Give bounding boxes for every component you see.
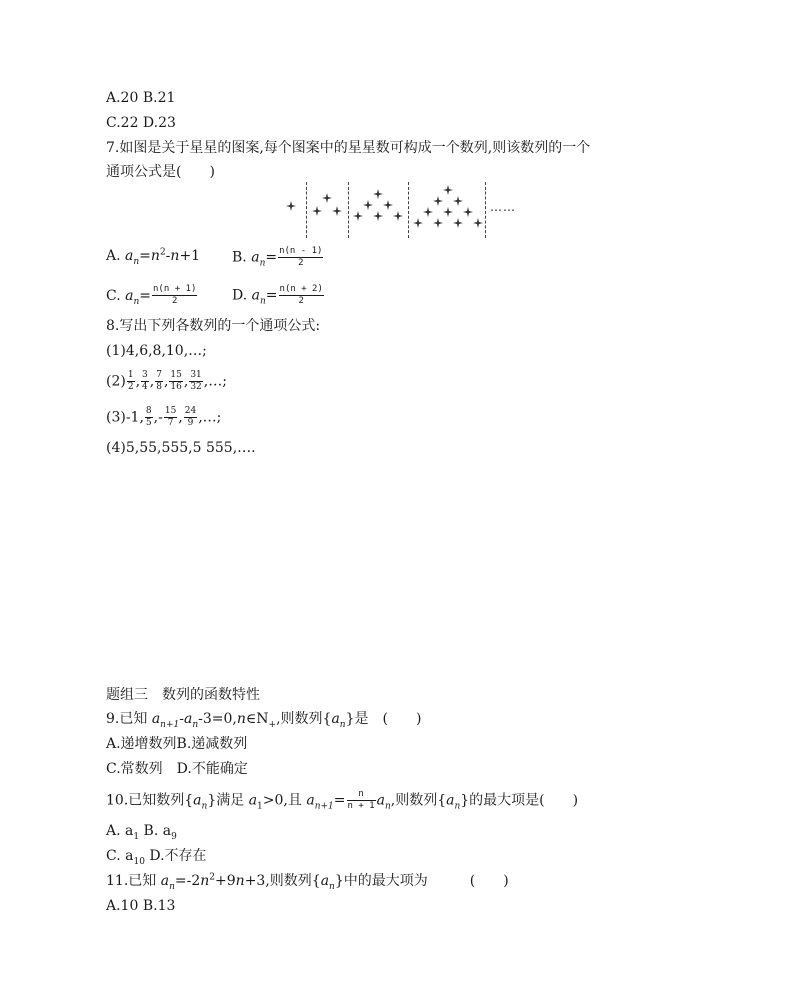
q7-option-a: A. $a_n=n^2-n+1$: [106, 247, 201, 267]
star-icon: [473, 218, 483, 228]
q11-stem: 11.已知 $a_n=-2n^2+9n+3$,则数列$\{a_n\}$中的最大项为 ( ): [106, 872, 509, 892]
star-icon: [393, 211, 403, 221]
q8-part2: (2) $\frac{1}{2}$ , $\frac{3}{4}$ , $\frac{7}{8}$ , $\frac{15}{16}$ , $\frac{31}{32}$ ,…;: [106, 370, 227, 392]
q7-option-c: C. $a_n=$ $\frac{n(n + 1)}{2}$: [106, 284, 197, 307]
pattern-divider: [348, 182, 349, 238]
q10-stem: 10.已知数列$\{a_n\}$满足 $a_1>0$,且 $a_{n+1}=$ $\frac{n}{n + 1}$ $a_n$,则数列$\{a_n\}$的最大项是( ): [106, 789, 579, 812]
star-icon: [363, 200, 373, 210]
q7-option-d: D. $a_n=$ $\frac{n(n + 2)}{2}$: [232, 284, 323, 307]
q8-part1: (1)4,6,8,10,…;: [106, 343, 207, 359]
star-icon: [453, 218, 463, 228]
q9-options-ab: A.递增数列B.递减数列: [106, 736, 248, 752]
q8-part4: (4)5,55,555,5 555,….: [106, 440, 256, 456]
q9-options-cd: C.常数列 D.不能确定: [106, 761, 248, 777]
q7-options-cd: [106, 284, 323, 307]
star-icon: [332, 206, 342, 216]
star-icon: [453, 196, 463, 206]
q7-options-ab: [106, 246, 323, 269]
q10-options-cd: C. $a_{10}$ D.不存在: [106, 848, 207, 867]
star-icon: [312, 206, 322, 216]
star-icon: [322, 193, 332, 203]
q6-options-cd: C.22 D.23: [106, 115, 176, 131]
continuation-dots: ……: [490, 200, 516, 214]
star-icon: [423, 207, 433, 217]
star-icon: [433, 218, 443, 228]
star-icon: [286, 201, 296, 211]
pattern-divider: [485, 182, 486, 238]
q9-stem: 9.已知 $a_{n+1}-a_n-3=0,n\in N_+$,则数列$\{a_n\}$是 ( ): [106, 711, 422, 730]
q8-part3: (3)-1, $\frac{8}{5}$ ,- $\frac{15}{7}$ , $\frac{24}{9}$ ,…;: [106, 406, 222, 428]
pattern-divider: [306, 182, 307, 238]
star-icon: [463, 207, 473, 217]
star-icon: [413, 218, 423, 228]
q7-stem-line2: 通项公式是( ): [106, 164, 215, 180]
star-icon: [383, 200, 393, 210]
star-icon: [373, 211, 383, 221]
pattern-divider: [408, 182, 409, 238]
star-pattern-figure: [280, 182, 520, 238]
q8-stem: 8.写出下列各数列的一个通项公式:: [106, 318, 321, 334]
q7-stem-line1: 7.如图是关于星星的图案,每个图案中的星星数可构成一个数列,则该数列的一个: [106, 140, 591, 156]
star-icon: [443, 185, 453, 195]
star-icon: [353, 211, 363, 221]
star-icon: [373, 189, 383, 199]
q6-options-ab: A.20 B.21: [106, 90, 176, 106]
star-icon: [433, 196, 443, 206]
q11-options-ab: A.10 B.13: [106, 898, 176, 914]
section-heading: 题组三 数列的函数特性: [106, 687, 260, 703]
star-icon: [443, 207, 453, 217]
q7-option-b: B. $a_n=$ $\frac{n(n - 1)}{2}$: [232, 246, 323, 269]
q10-options-ab: A. $a_1$ B. $a_9$: [106, 823, 177, 842]
